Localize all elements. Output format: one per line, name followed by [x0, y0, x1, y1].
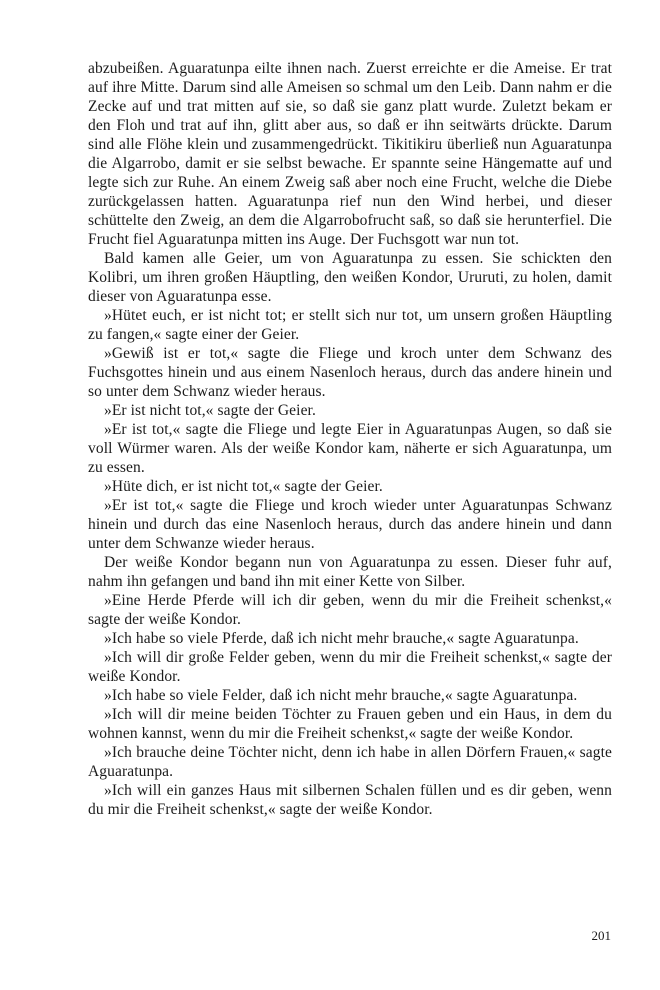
paragraph: »Hüte dich, er ist nicht tot,« sagte der Geier.: [104, 478, 383, 495]
paragraph: abzubeißen. Aguaratunpa eilte ihnen nach. Zuerst erreichte er die Ameise. Er trat auf ihre Mitte. Darum sind alle Ameisen so schmal um den Leib. Dann nahm er die Zecke auf und trat mitten auf sie, so daß sie ganz platt wurde. Zuletzt bekam er den Floh und trat auf ihn, glitt aber aus, so daß er ihn seitwärts drückte. Darum sind alle Flöhe klein und zusammengedrückt. Tikitikiru überließ nun Aguaratunpa die Algarrobo, damit er sie selbst bewache. Er spannte seine Hängematte auf und legte sich zur Ruhe. An einem Zweig saß aber noch eine Frucht, welche die Diebe zurückgelassen hatten. Aguaratunpa rief nun den Wind herbei, und dieser schüttelte den Zweig, an dem die Algarrobofrucht saß, so daß sie herunterfiel. Die Frucht fiel Aguaratunpa mitten ins Auge. Der Fuchsgott war nun tot.: [88, 60, 613, 248]
paragraph: »Er ist tot,« sagte die Fliege und legte Eier in Aguaratunpas Augen, so daß sie voll Würmer waren. Als der weiße Kondor kam, näherte er sich Aguaratunpa, um zu essen.: [88, 421, 612, 476]
paragraph: »Er ist tot,« sagte die Fliege und kroch wieder unter Aguaratunpas Schwanz hinein und durch das eine Nasenloch heraus, durch das andere hinein und dann unter dem Schwanze wieder heraus.: [88, 497, 612, 552]
paragraph: »Ich will dir meine beiden Töchter zu Frauen geben und ein Haus, in dem du wohnen kannst, wenn du mir die Freiheit schenkst,« sagte der weiße Kondor.: [88, 706, 612, 742]
paragraph: »Hütet euch, er ist nicht tot; er stellt sich nur tot, um unsern großen Häuptling zu fangen,« sagte einer der Geier.: [88, 307, 612, 343]
paragraph: Der weiße Kondor begann nun von Aguaratunpa zu essen. Dieser fuhr auf, nahm ihn gefangen und band ihn mit einer Kette von Silber.: [88, 554, 612, 590]
page-text: [88, 59, 612, 819]
paragraph: »Ich habe so viele Felder, daß ich nicht mehr brauche,« sagte Aguaratunpa.: [104, 687, 578, 704]
paragraph: »Eine Herde Pferde will ich dir geben, wenn du mir die Freiheit schenkst,« sagte der weiße Kondor.: [88, 592, 612, 628]
page-number: 201: [591, 928, 611, 943]
paragraph: »Ich will ein ganzes Haus mit silbernen Schalen füllen und es dir geben, wenn du mir die Freiheit schenkst,« sagte der weiße Kondor.: [88, 782, 612, 818]
paragraph: »Gewiß ist er tot,« sagte die Fliege und kroch unter dem Schwanz des Fuchsgottes hinein und aus einem Nasenloch heraus, durch das andere hinein und so unter dem Schwanz wieder heraus.: [88, 345, 612, 400]
paragraph: »Er ist nicht tot,« sagte der Geier.: [104, 402, 316, 419]
paragraph: »Ich habe so viele Pferde, daß ich nicht mehr brauche,« sagte Aguaratunpa.: [104, 630, 579, 647]
paragraph: »Ich brauche deine Töchter nicht, denn ich habe in allen Dörfern Frauen,« sagte Aguaratunpa.: [88, 744, 612, 780]
paragraph: »Ich will dir große Felder geben, wenn du mir die Freiheit schenkst,« sagte der weiße Kondor.: [88, 649, 612, 685]
paragraph: Bald kamen alle Geier, um von Aguaratunpa zu essen. Sie schickten den Kolibri, um ihren großen Häuptling, den weißen Kondor, Ururuti, zu holen, damit dieser von Aguaratunpa esse.: [88, 250, 612, 305]
